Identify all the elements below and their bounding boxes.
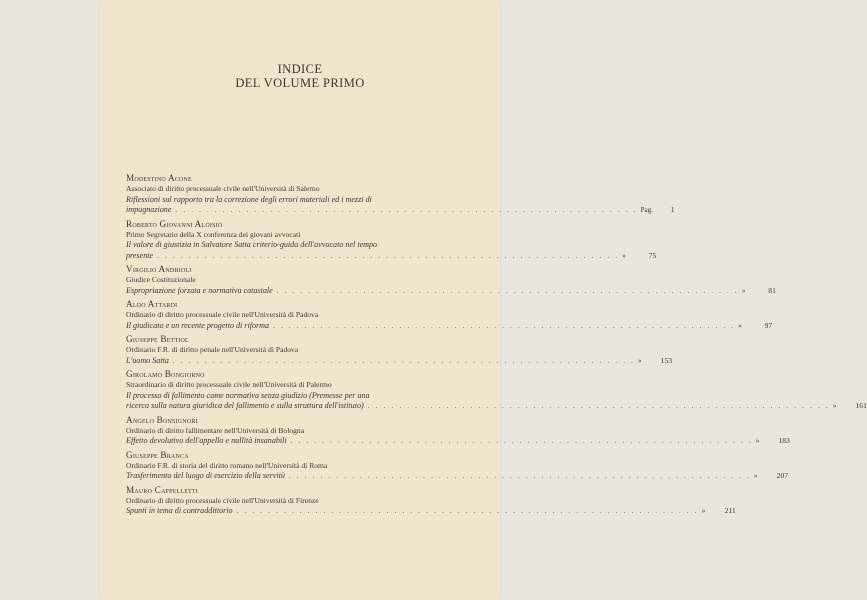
dot-leader: . . . . . . . . . . . . . . . . . . . . . . . . . . . . . . . . . . . . . . . . . . . . . . . . . . . . . . . . . . .: [172, 356, 636, 365]
entry-affiliation: Ordinario di diritto processuale civile nell'Università di Firenze: [126, 495, 319, 505]
entry-title: [126, 240, 657, 261]
entry-affiliation: Primo Segretario della X conferenza dei giovani avvocati: [126, 229, 301, 239]
entry-title: [126, 285, 776, 297]
entry-title-last-line: [126, 436, 790, 447]
page-number: 1: [670, 205, 675, 214]
index-entry: [126, 369, 867, 412]
dot-leader: . . . . . . . . . . . . . . . . . . . . . . . . . . . . . . . . . . . . . . . . . . . . . . . . . . . . . . . . . . .: [288, 472, 752, 480]
index-entry: [126, 218, 657, 262]
dot-leader: . . . . . . . . . . . . . . . . . . . . . . . . . . . . . . . . . . . . . . . . . . . . . . . . . . . . . . . . . . .: [157, 251, 620, 260]
page-prefix: »: [755, 437, 760, 445]
entry-title-line: Spunti in tema di contraddittorio: [126, 506, 233, 515]
entry-title-last-line: [126, 471, 789, 482]
index-entry: [126, 414, 790, 447]
entry-title: [126, 194, 675, 216]
entry-author: Roberto Giovanni Aloisio: [126, 218, 223, 229]
entry-title-last-line: [126, 401, 867, 412]
entry-title: [126, 390, 867, 412]
entry-title-line: Espropriazione forzata e normativa catastale: [126, 285, 273, 295]
book-page: [100, 0, 867, 600]
entry-title: [126, 436, 790, 447]
entry-title-line: impugnazione: [126, 205, 172, 214]
entry-author: Modestino Acone: [126, 173, 192, 183]
entry-title-last-line: [126, 285, 776, 297]
entry-title-last-line: [126, 205, 675, 216]
entry-title: [126, 506, 736, 517]
index-entries: [126, 173, 867, 520]
entry-author: Virgilio Andrioli: [126, 264, 192, 274]
entry-title-line: presente: [126, 250, 154, 260]
page-prefix: »: [738, 321, 742, 330]
entry-affiliation: Associato di diritto processuale civile nell'Università di Salerno: [126, 184, 320, 193]
dot-leader: . . . . . . . . . . . . . . . . . . . . . . . . . . . . . . . . . . . . . . . . . . . . . . . . . . . . . . . . . . .: [236, 507, 699, 515]
entry-title: [126, 471, 789, 482]
page-number: 97: [764, 320, 773, 330]
page-prefix: »: [832, 402, 837, 410]
entry-author: Girolamo Bongiorno: [126, 369, 205, 379]
entry-title: [126, 355, 673, 367]
page-number: 207: [776, 471, 789, 480]
index-entry: [126, 299, 773, 331]
page-prefix: »: [622, 251, 626, 260]
entry-affiliation: Ordinario di diritto processuale civile nell'Università di Padova: [126, 310, 319, 319]
entry-title: [126, 320, 773, 332]
dot-leader: . . . . . . . . . . . . . . . . . . . . . . . . . . . . . . . . . . . . . . . . . . . . . . . . . . . . . . . . . . .: [276, 286, 739, 295]
entry-author: Giuseppe Branca: [126, 449, 189, 460]
index-entry: [126, 264, 776, 296]
entry-title-line: Il giudicato e un recente progetto di riforma: [126, 320, 270, 330]
page-number: 153: [660, 355, 673, 365]
page-number: 183: [778, 436, 790, 445]
page-number: 81: [768, 285, 776, 295]
dot-leader: . . . . . . . . . . . . . . . . . . . . . . . . . . . . . . . . . . . . . . . . . . . . . . . . . . . . . . . . . . .: [273, 321, 736, 330]
dot-leader: . . . . . . . . . . . . . . . . . . . . . . . . . . . . . . . . . . . . . . . . . . . . . . . . . . . . . . . . . . .: [290, 437, 753, 445]
page-prefix: Pag.: [640, 206, 653, 214]
entry-title-last-line: [126, 506, 736, 517]
entry-title-last-line: [126, 250, 657, 262]
page-prefix: »: [754, 472, 758, 480]
entry-title-line: Il processo di fallimento come normativa senza giudizio (Premesse per una: [126, 390, 370, 400]
entry-author: Giuseppe Bettiol: [126, 334, 189, 344]
page-number: 211: [724, 506, 736, 515]
entry-title-last-line: [126, 355, 673, 367]
page-prefix: »: [741, 286, 746, 295]
page-prefix: »: [701, 507, 706, 515]
index-entry: [126, 449, 789, 482]
dot-leader: . . . . . . . . . . . . . . . . . . . . . . . . . . . . . . . . . . . . . . . . . . . . . . . . . . . . . . . . . . .: [367, 402, 830, 410]
entry-author: Mauro Cappelletti: [126, 484, 198, 495]
entry-title-line: Trasferimento del luogo di esercizio della servitù: [126, 471, 285, 480]
entry-affiliation: Ordinario F.R. di diritto penale nell'Università di Padova: [126, 345, 299, 354]
entry-affiliation: Ordinario di diritto fallimentare nell'Università di Bologna: [126, 425, 305, 435]
entry-affiliation: Ordinario F.R. di storia del diritto romano nell'Università di Roma: [126, 460, 328, 470]
page-number: 161: [855, 401, 867, 410]
page-number: 75: [648, 250, 657, 260]
entry-title-line: Il valore di giustizia in Salvatore Satta criterio-guida dell'avvocato nel tempo: [126, 240, 378, 249]
entry-author: Aldo Attardi: [126, 299, 178, 309]
index-entry: [126, 484, 736, 517]
entry-title-last-line: [126, 320, 773, 332]
index-title: INDICE: [277, 62, 323, 76]
entry-affiliation: Straordinario di diritto processuale civile nell'Università di Palermo: [126, 380, 332, 389]
index-subtitle: DEL VOLUME PRIMO: [235, 76, 365, 90]
entry-title-line: Riflessioni sul rapporto tra la correzione degli errori materiali ed i mezzi di: [126, 194, 372, 204]
entry-author: Angelo Bonsignori: [126, 414, 198, 425]
index-entry: [126, 334, 673, 366]
entry-affiliation: Giudice Costituzionale: [126, 275, 196, 284]
entry-title-line: ricerca sulla natura giuridica del fallimento e sulla struttura dell'istituto): [126, 401, 364, 410]
entry-title-line: Effetto devolutivo dell'appello e nullità insanabili: [126, 436, 287, 445]
page-prefix: »: [638, 356, 642, 365]
dot-leader: . . . . . . . . . . . . . . . . . . . . . . . . . . . . . . . . . . . . . . . . . . . . . . . . . . . . . . . . . . .: [175, 206, 638, 214]
index-entry: [126, 173, 675, 216]
entry-title-line: L'uomo Satta: [126, 355, 169, 365]
